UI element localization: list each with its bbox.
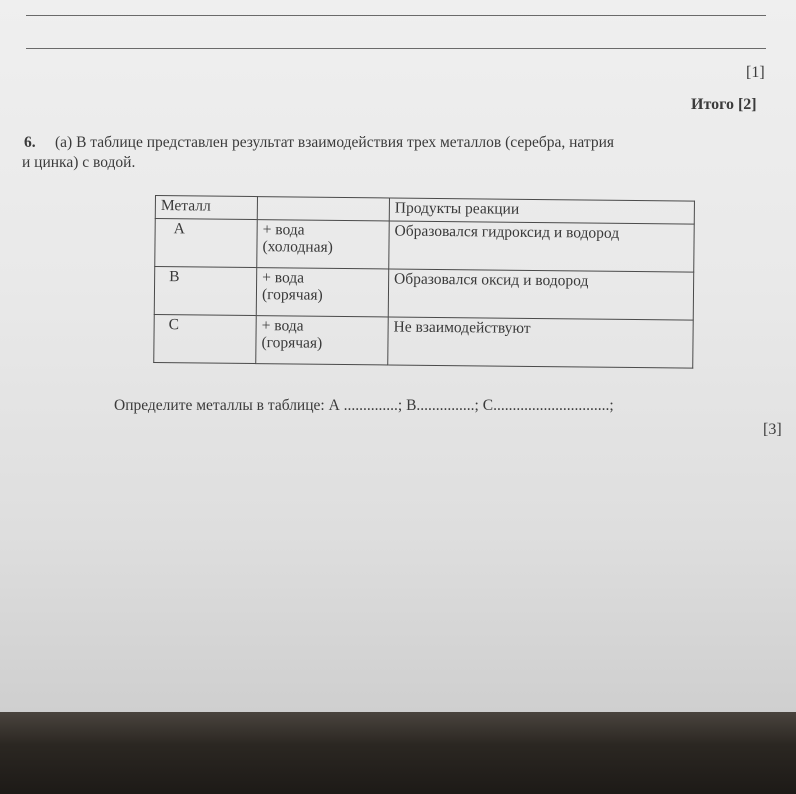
water-cell (256, 316, 388, 365)
reaction-table (153, 195, 695, 369)
answer-line (26, 15, 766, 16)
water-label: + вода (262, 221, 305, 239)
water-temp: (горячая) (261, 286, 323, 304)
header-products: Продукты реакции (389, 198, 694, 224)
water-label: + вода (262, 269, 305, 287)
water-temp: (горячая) (261, 334, 323, 352)
total-marks: Итого [2] (691, 96, 757, 113)
metal-cell: B (154, 267, 257, 316)
question-number: 6. (24, 134, 36, 151)
table-row (154, 267, 693, 321)
answer-prompt: Определите металлы в таблице: А ..............; В...............; С..............................; (114, 397, 614, 414)
header-blank (257, 197, 389, 221)
answer-line (26, 48, 766, 49)
product-cell: Образовался гидроксид и водород (389, 221, 695, 272)
product-cell: Не взаимодействуют (388, 317, 694, 368)
metal-cell: C (154, 314, 257, 363)
table-row (154, 314, 693, 368)
water-label: + вода (261, 317, 304, 335)
table-row (155, 219, 694, 273)
question-text-line2: и цинка) с водой. (22, 154, 136, 171)
water-cell (256, 268, 388, 317)
score-marks: [3] (763, 421, 782, 438)
question-text-line1: (а) В таблице представлен результат взаимодействия трех металлов (серебра, натрия (55, 134, 614, 151)
product-cell: Образовался оксид и водород (388, 269, 694, 320)
header-metal: Металл (155, 196, 257, 220)
water-cell (257, 220, 389, 269)
water-temp: (холодная) (262, 238, 333, 256)
desk-surface (0, 712, 796, 794)
mark-prev: [1] (746, 64, 765, 81)
metal-cell: A (155, 219, 258, 268)
